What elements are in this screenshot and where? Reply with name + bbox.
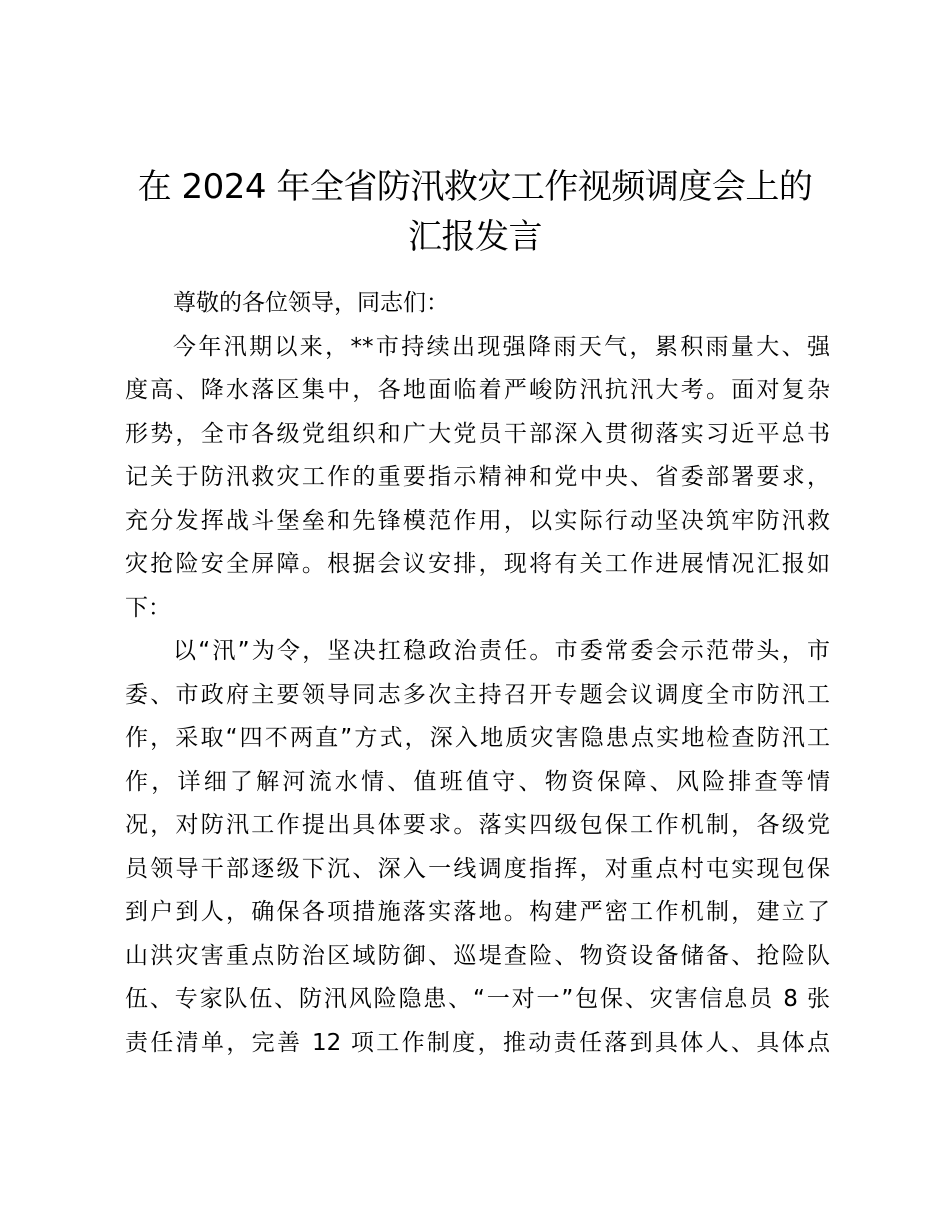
paragraph-1-line: 下： [125, 594, 171, 621]
document-title [120, 162, 830, 262]
paragraph-1-line: 今年汛期以来，**市持续出现强降雨天气，累积雨量大、强 [173, 333, 830, 360]
paragraph-2-line: 伍、专家队伍、防汛风险隐患、“一对一”包保、灾害信息员 8 张 [125, 986, 830, 1012]
paragraph-2-line: 以“汛”为令，坚决扛稳政治责任。市委常委会示范带头，市 [173, 638, 830, 664]
paragraph-2-line: 到户到人，确保各项措施落实落地。构建严密工作机制，建立了 [125, 899, 830, 925]
paragraph-2-line: 况，对防汛工作提出具体要求。落实四级包保工作机制，各级党 [125, 812, 830, 838]
paragraph-1-line: 灾抢险安全屏障。根据会议安排，现将有关工作进展情况汇报如 [125, 551, 830, 577]
salutation: 尊敬的各位领导，同志们： [173, 290, 449, 316]
paragraph-1-line: 度高、降水落区集中，各地面临着严峻防汛抗汛大考。面对复杂 [125, 377, 830, 403]
paragraph-2 [125, 630, 830, 1065]
paragraph-1 [125, 326, 830, 631]
paragraph-2-line: 委、市政府主要领导同志多次主持召开专题会议调度全市防汛工 [125, 681, 830, 708]
document-body [125, 282, 830, 1065]
title-line-2: 汇报发言 [408, 217, 542, 257]
paragraph-1-line: 充分发挥战斗堡垒和先锋模范作用，以实际行动坚决筑牢防汛救 [125, 507, 830, 534]
paragraph-2-line: 作，采取“四不两直”方式，深入地质灾害隐患点实地检查防汛工 [125, 725, 830, 751]
paragraph-2-line: 山洪灾害重点防治区域防御、巡堤查险、物资设备储备、抢险队 [125, 942, 830, 969]
paragraph-2-line: 员领导干部逐级下沉、深入一线调度指挥，对重点村屯实现包保 [125, 855, 830, 882]
paragraph-1-line: 记关于防汛救灾工作的重要指示精神和党中央、省委部署要求， [125, 464, 830, 490]
paragraph-1-line: 形势，全市各级党组织和广大党员干部深入贯彻落实习近平总书 [125, 420, 830, 447]
title-line-1: 在 2024 年全省防汛救灾工作视频调度会上的 [137, 167, 813, 207]
paragraph-2-line: 作，详细了解河流水情、值班值守、物资保障、风险排查等情 [125, 768, 830, 795]
paragraph-2-line: 责任清单，完善 12 项工作制度，推动责任落到具体人、具体点 [125, 1029, 830, 1056]
